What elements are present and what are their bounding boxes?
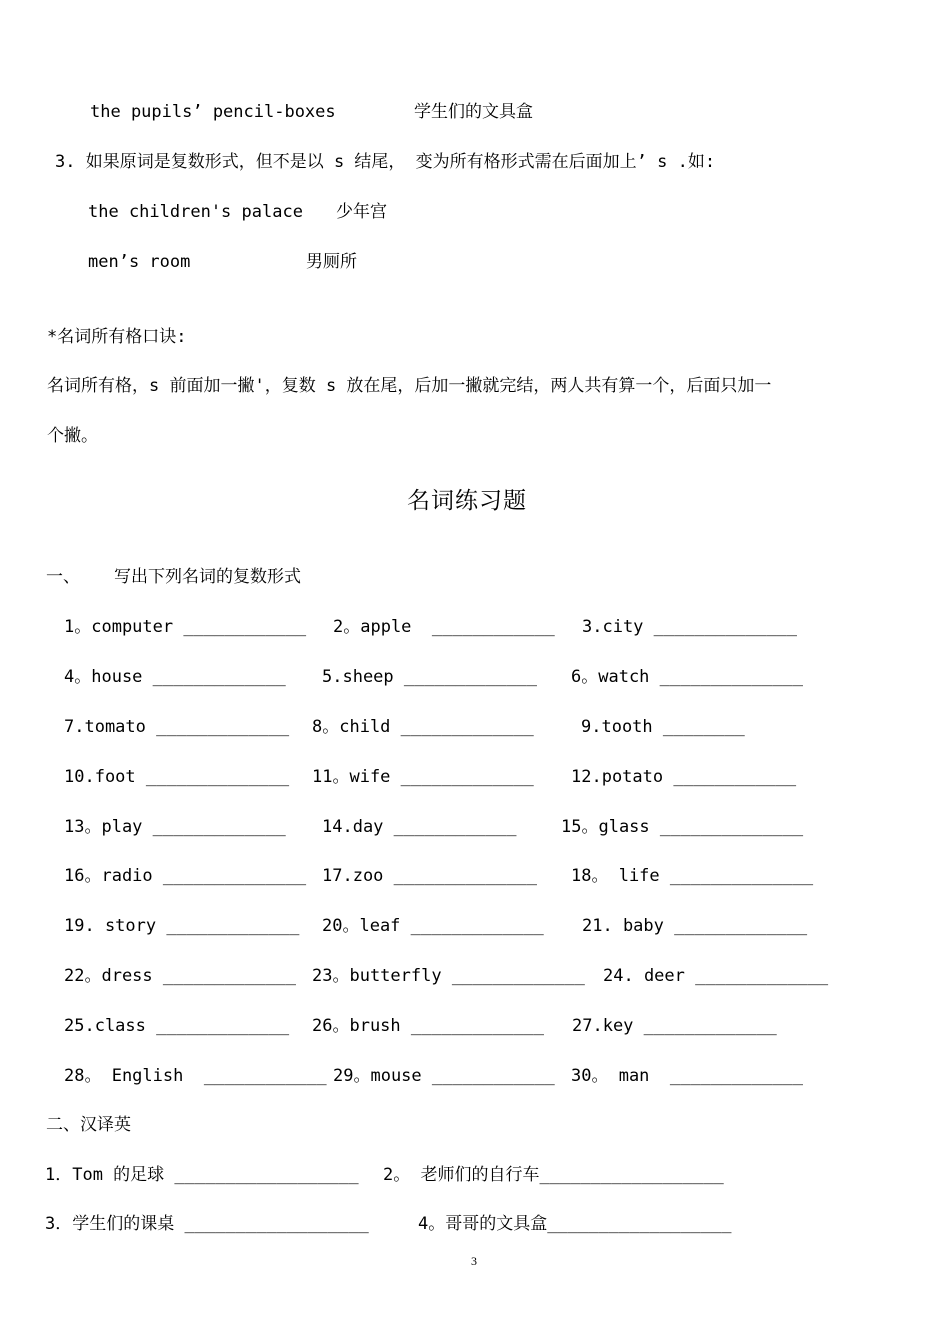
ex-1-6: 6。watch ______________ (571, 667, 803, 687)
ex-2-2: 2。 老师们的自行车__________________ (383, 1165, 724, 1185)
example-pupils-cn: 学生们的文具盒 (414, 102, 533, 122)
ex-1-23: 23。butterfly _____________ (312, 966, 585, 986)
example-men-cn: 男厕所 (306, 252, 357, 272)
ex-1-27: 27.key _____________ (572, 1016, 777, 1036)
ex-1-15: 15。glass ______________ (561, 817, 804, 837)
example-men-en: men’s room (88, 252, 191, 272)
ex-1-24: 24. deer _____________ (603, 966, 829, 986)
example-children-cn: 少年宫 (336, 202, 387, 222)
ex-1-17: 17.zoo ______________ (322, 866, 537, 886)
section-1-heading: 写出下列名词的复数形式 (114, 567, 301, 587)
ex-1-16: 16。radio ______________ (64, 866, 307, 886)
ex-1-21: 21. baby _____________ (582, 916, 808, 936)
ex-1-8: 8。child _____________ (312, 717, 534, 737)
ex-1-22: 22。dress _____________ (64, 966, 296, 986)
ex-1-18: 18。 life ______________ (571, 866, 814, 886)
rhyme-line-2: 个撇。 (47, 426, 98, 446)
ex-2-1: 1．Tom 的足球 __________________ (45, 1165, 359, 1185)
rhyme-heading: *名词所有格口诀: (47, 327, 187, 347)
page-number: 3 (471, 1254, 477, 1268)
section-2-heading: 二、汉译英 (46, 1115, 131, 1135)
ex-1-28: 28。 English ____________ (64, 1066, 327, 1086)
ex-1-29: 29。mouse ____________ (333, 1066, 555, 1086)
ex-1-19: 19. story _____________ (64, 916, 300, 936)
ex-1-13: 13。play _____________ (64, 817, 286, 837)
ex-1-3: 3.city ______________ (582, 617, 797, 637)
rule-3: 3. 如果原词是复数形式，但不是以 s 结尾， 变为所有格形式需在后面加上’ s .如: (55, 152, 716, 172)
ex-1-1: 1。computer ____________ (64, 617, 307, 637)
example-pupils-en: the pupils’ pencil-boxes (90, 102, 336, 122)
rhyme-line-1: 名词所有格，s 前面加一撇'，复数 s 放在尾，后加一撇就完结，两人共有算一个，后面只加一 (47, 376, 772, 396)
ex-1-25: 25.class _____________ (64, 1016, 290, 1036)
ex-1-30: 30。 man _____________ (571, 1066, 803, 1086)
ex-1-11: 11。wife _____________ (312, 767, 534, 787)
ex-1-7: 7.tomato _____________ (64, 717, 290, 737)
section-1-number: 一、 (46, 567, 80, 587)
example-children-en: the children's palace (88, 202, 303, 222)
ex-2-3: 3．学生们的课桌 __________________ (45, 1214, 369, 1234)
exercise-title: 名词练习题 (407, 488, 527, 514)
ex-1-4: 4。house _____________ (64, 667, 286, 687)
ex-2-4: 4。哥哥的文具盒__________________ (418, 1214, 732, 1234)
ex-1-10: 10.foot ______________ (64, 767, 290, 787)
ex-1-26: 26。brush _____________ (312, 1016, 544, 1036)
ex-1-20: 20。leaf _____________ (322, 916, 544, 936)
ex-1-9: 9.tooth ________ (581, 717, 745, 737)
ex-1-14: 14.day ____________ (322, 817, 517, 837)
ex-1-2: 2。apple ____________ (333, 617, 555, 637)
ex-1-12: 12.potato ____________ (571, 767, 797, 787)
ex-1-5: 5.sheep _____________ (322, 667, 537, 687)
